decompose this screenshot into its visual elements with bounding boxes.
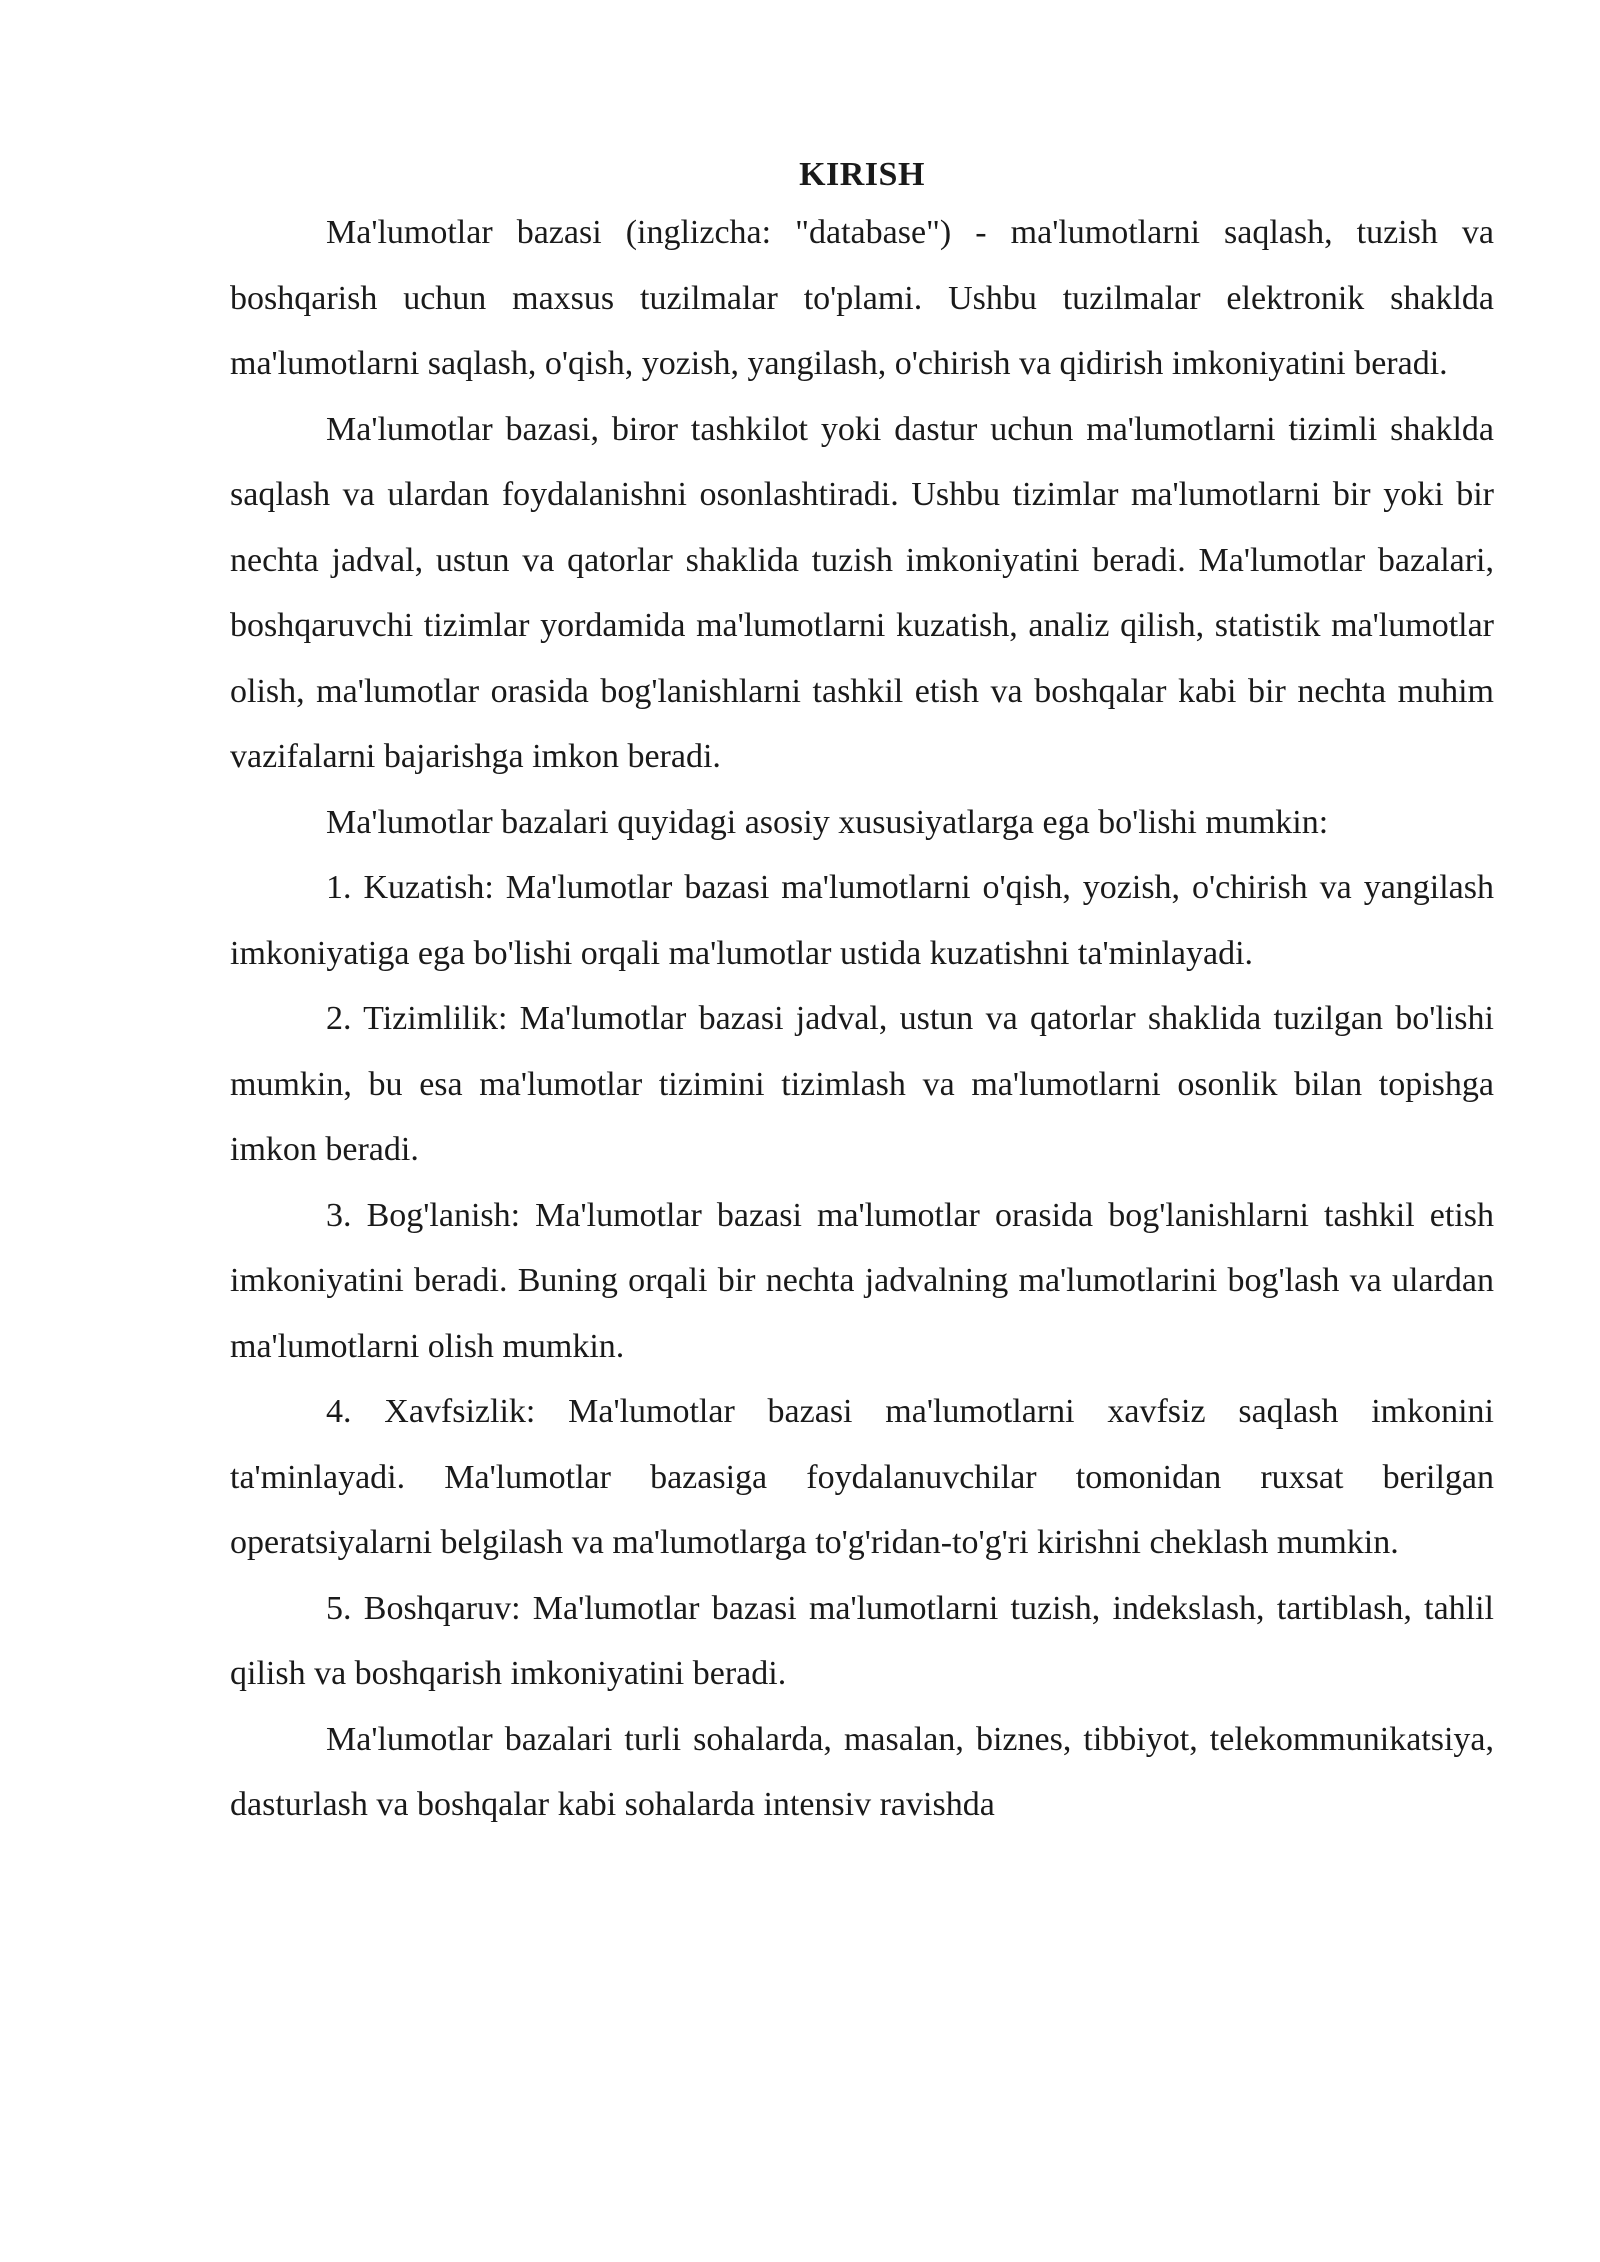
document-body (230, 150, 1494, 1838)
paragraph-purpose: Ma'lumotlar bazasi, biror tashkilot yoki dastur uchun ma'lumotlarni tizimli shaklda saqlash va ulardan foydalanishni osonlashtiradi. Ushbu tizimlar ma'lumotlarni bir yoki bir nechta jadval, ustun va qatorlar shaklida tuzish imkoniyatini beradi. Ma'lumotlar bazalari, boshqaruvchi tizimlar yordamida ma'lumotlarni kuzatish, analiz qilish, statistik ma'lumotlar olish, ma'lumotlar orasida bog'lanishlarni tashkil etish va boshqalar kabi bir nechta muhim vazifalarni bajarishga imkon beradi. (230, 410, 1494, 775)
paragraph-definition: Ma'lumotlar bazasi (inglizcha: "database") - ma'lumotlarni saqlash, tuzish va boshqarish uchun maxsus tuzilmalar to'plami. Ushbu tuzilmalar elektronik shaklda ma'lumotlarni saqlash, o'qish, yozish, yangilash, o'chirish va qidirish imkoniyatini beradi. (230, 214, 1494, 382)
paragraph-applications: Ma'lumotlar bazalari turli sohalarda, masalan, biznes, tibbiyot, telekommunikatsiya, dasturlash va boshqalar kabi sohalarda intensiv ravishda (230, 1720, 1494, 1823)
list-item-systematic: 2. Tizimlilik: Ma'lumotlar bazasi jadval, ustun va qatorlar shaklida tuzilgan bo'lishi mumkin, bu esa ma'lumotlar tizimini tizimlash va ma'lumotlarni osonlik bilan topishga imkon beradi. (230, 1000, 1494, 1168)
list-item-security: 4. Xavfsizlik: Ma'lumotlar bazasi ma'lumotlarni xavfsiz saqlash imkonini ta'minlayadi. Ma'lumotlar bazasiga foydalanuvchilar tomonidan ruxsat berilgan operatsiyalarni belgilash va ma'lumotlarga to'g'ridan-to'g'ri kirishni cheklash mumkin. (230, 1393, 1494, 1561)
list-item-relations: 3. Bog'lanish: Ma'lumotlar bazasi ma'lumotlar orasida bog'lanishlarni tashkil etish imkoniyatini beradi. Buning orqali bir nechta jadvalning ma'lumotlarini bog'lash va ulardan ma'lumotlarni olish mumkin. (230, 1196, 1494, 1365)
paragraph-features-intro: Ma'lumotlar bazalari quyidagi asosiy xususiyatlarga ega bo'lishi mumkin: (326, 803, 1329, 841)
page-title: KIRISH (799, 156, 925, 193)
list-item-tracking: 1. Kuzatish: Ma'lumotlar bazasi ma'lumotlarni o'qish, yozish, o'chirish va yangilash imkoniyatiga ega bo'lishi orqali ma'lumotlar ustida kuzatishni ta'minlayadi. (230, 869, 1494, 972)
list-item-management: 5. Boshqaruv: Ma'lumotlar bazasi ma'lumotlarni tuzish, indekslash, tartiblash, tahlil qilish va boshqarish imkoniyatini beradi. (230, 1589, 1494, 1692)
